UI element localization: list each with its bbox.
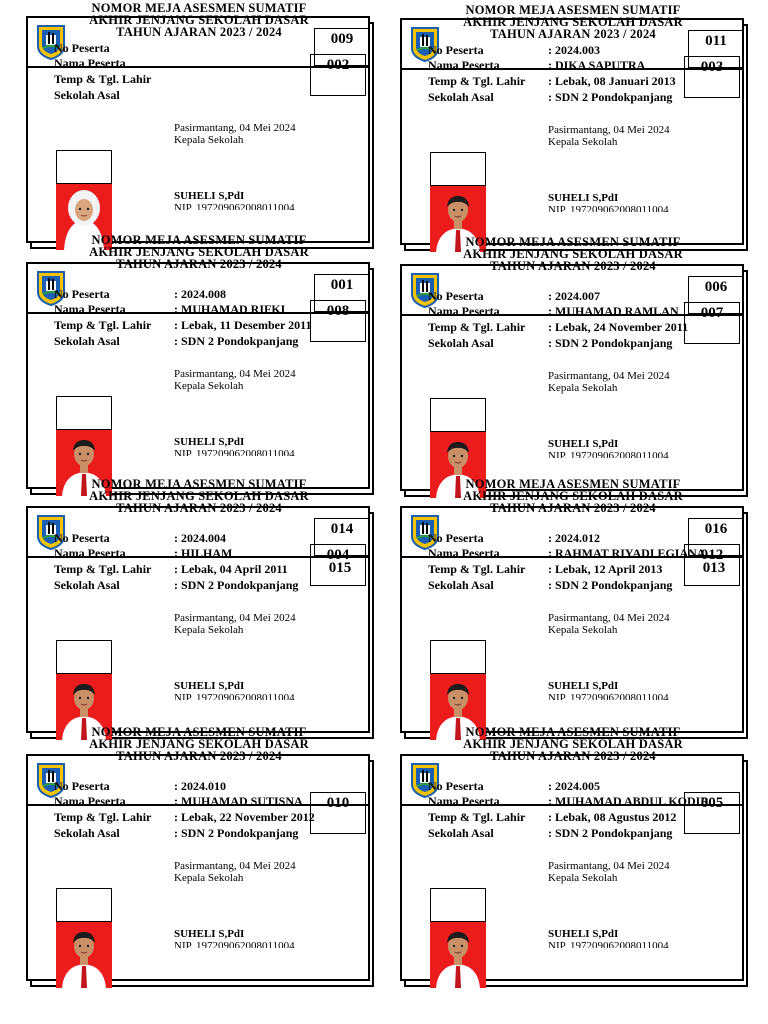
value-sekolah: : SDN 2 Pondokpanjang xyxy=(548,90,673,104)
header-line-1: NOMOR MEJA ASESMEN SUMATIF xyxy=(465,725,681,739)
header-line-1: NOMOR MEJA ASESMEN SUMATIF xyxy=(91,1,307,15)
label-sekolah: Sekolah Asal xyxy=(54,334,120,348)
label-no-peserta: No Peserta xyxy=(54,531,110,545)
header-line-2: AKHIR JENJANG SEKOLAH DASAR xyxy=(463,489,683,503)
place-date: Pasirmantang, 04 Mei 2024 xyxy=(548,612,670,624)
signer-nip: NIP. 197209062008011004 xyxy=(174,203,295,210)
value-sekolah: : SDN 2 Pondokpanjang xyxy=(174,334,299,348)
header-line-2: AKHIR JENJANG SEKOLAH DASAR xyxy=(463,737,683,751)
label-sekolah: Sekolah Asal xyxy=(54,88,120,102)
header-line-1: NOMOR MEJA ASESMEN SUMATIF xyxy=(465,477,681,491)
signer-name: SUHELI S,PdI xyxy=(548,438,619,450)
photo-frame xyxy=(430,640,486,674)
value-no: : 2024.010 xyxy=(174,779,226,793)
label-nama: Nama Peserta xyxy=(54,546,126,560)
role-title: Kepala Sekolah xyxy=(174,380,244,392)
header-line-2: AKHIR JENJANG SEKOLAH DASAR xyxy=(89,245,309,259)
seat-card xyxy=(400,3,746,248)
role-title: Kepala Sekolah xyxy=(548,382,618,394)
seat-card xyxy=(400,477,746,739)
label-no-peserta: No Peserta xyxy=(428,289,484,303)
label-ttl: Temp & Tgl. Lahir xyxy=(54,318,152,332)
label-no-peserta: No Peserta xyxy=(54,287,110,301)
label-ttl: Temp & Tgl. Lahir xyxy=(428,562,526,576)
place-date: Pasirmantang, 04 Mei 2024 xyxy=(174,122,296,134)
header-line-1: NOMOR MEJA ASESMEN SUMATIF xyxy=(91,477,307,491)
value-no: : 2024.005 xyxy=(548,779,600,793)
signer-name: SUHELI S,PdI xyxy=(548,928,619,940)
value-sekolah: : SDN 2 Pondokpanjang xyxy=(174,578,299,592)
role-title: Kepala Sekolah xyxy=(174,872,244,884)
value-ttl: : Lebak, 11 Desember 2011 xyxy=(174,318,312,332)
signer-name: SUHELI S,PdI xyxy=(174,928,245,940)
header-line-3: TAHUN AJARAN 2023 / 2024 xyxy=(116,25,282,39)
role-title: Kepala Sekolah xyxy=(174,134,244,146)
place-date: Pasirmantang, 04 Mei 2024 xyxy=(548,124,670,136)
value-no: : 2024.012 xyxy=(548,531,600,545)
header-line-3: TAHUN AJARAN 2023 / 2024 xyxy=(490,27,656,41)
signer-name: SUHELI S,PdI xyxy=(548,680,619,692)
seat-number-box: 008 xyxy=(310,300,366,342)
header-line-2: AKHIR JENJANG SEKOLAH DASAR xyxy=(89,13,309,27)
value-nama: : DIKA SAPUTRA xyxy=(548,58,646,72)
header-line-1: NOMOR MEJA ASESMEN SUMATIF xyxy=(465,3,681,17)
signer-nip: NIP. 197209062008011004 xyxy=(548,451,669,458)
label-nama: Nama Peserta xyxy=(428,794,500,808)
header-line-1: NOMOR MEJA ASESMEN SUMATIF xyxy=(91,725,307,739)
value-sekolah: : SDN 2 Pondokpanjang xyxy=(548,826,673,840)
value-ttl: : Lebak, 24 November 2011 xyxy=(548,320,689,334)
label-nama: Nama Peserta xyxy=(54,302,126,316)
label-sekolah: Sekolah Asal xyxy=(428,578,494,592)
seat-card xyxy=(26,725,372,984)
photo-frame xyxy=(56,150,112,184)
label-ttl: Temp & Tgl. Lahir xyxy=(428,320,526,334)
role-title: Kepala Sekolah xyxy=(548,872,618,884)
place-date: Pasirmantang, 04 Mei 2024 xyxy=(548,370,670,382)
header-line-1: NOMOR MEJA ASESMEN SUMATIF xyxy=(91,233,307,247)
seat-number-box: 016 xyxy=(688,518,744,556)
signer-nip: NIP. 197209062008011004 xyxy=(548,205,669,212)
label-nama: Nama Peserta xyxy=(428,58,500,72)
seat-number-box: 004 xyxy=(310,544,366,586)
label-no-peserta: No Peserta xyxy=(428,43,484,57)
place-date: Pasirmantang, 04 Mei 2024 xyxy=(548,860,670,872)
photo-frame xyxy=(430,888,486,922)
seat-card xyxy=(26,477,372,739)
value-no: : 2024.003 xyxy=(548,43,600,57)
value-nama: : RAHMAT RIYADI EGIANA xyxy=(548,546,706,560)
seat-number-box: 005 xyxy=(684,792,740,834)
seat-number-box: 014 xyxy=(314,518,370,556)
label-nama: Nama Peserta xyxy=(428,304,500,318)
signer-nip: NIP. 197209062008011004 xyxy=(174,693,295,700)
label-sekolah: Sekolah Asal xyxy=(54,578,120,592)
signer-name: SUHELI S,PdI xyxy=(174,190,245,202)
header-line-1: NOMOR MEJA ASESMEN SUMATIF xyxy=(465,235,681,249)
label-no-peserta: No Peserta xyxy=(428,779,484,793)
header-line-3: TAHUN AJARAN 2023 / 2024 xyxy=(116,501,282,515)
header-line-2: AKHIR JENJANG SEKOLAH DASAR xyxy=(463,15,683,29)
value-ttl: : Lebak, 04 April 2011 xyxy=(174,562,288,576)
signer-name: SUHELI S,PdI xyxy=(548,192,619,204)
header-line-2: AKHIR JENJANG SEKOLAH DASAR xyxy=(89,489,309,503)
value-ttl: : Lebak, 08 Januari 2013 xyxy=(548,74,676,88)
label-sekolah: Sekolah Asal xyxy=(428,90,494,104)
seat-number-box: 009 xyxy=(314,28,370,66)
value-ttl: : Lebak, 22 November 2012 xyxy=(174,810,315,824)
seat-number-box: 011 xyxy=(688,30,744,68)
seat-card xyxy=(400,235,746,494)
photo-frame xyxy=(430,398,486,432)
label-no-peserta: No Peserta xyxy=(54,779,110,793)
signer-nip: NIP. 197209062008011004 xyxy=(174,941,295,948)
header-line-3: TAHUN AJARAN 2023 / 2024 xyxy=(116,749,282,763)
label-sekolah: Sekolah Asal xyxy=(428,826,494,840)
role-title: Kepala Sekolah xyxy=(174,624,244,636)
signer-name: SUHELI S,PdI xyxy=(174,680,245,692)
value-nama: : MUHAMAD ABDUL KODIR xyxy=(548,794,709,808)
label-nama: Nama Peserta xyxy=(54,56,126,70)
label-sekolah: Sekolah Asal xyxy=(54,826,120,840)
student-portrait-icon xyxy=(56,922,112,988)
value-ttl: : Lebak, 12 April 2013 xyxy=(548,562,663,576)
photo-frame xyxy=(56,396,112,430)
value-nama: : MUHAMAD RAMLAN xyxy=(548,304,679,318)
value-sekolah: : SDN 2 Pondokpanjang xyxy=(548,578,673,592)
photo-frame xyxy=(56,888,112,922)
signer-name: SUHELI S,PdI xyxy=(174,436,245,448)
student-portrait-icon xyxy=(430,922,486,988)
student-photo xyxy=(430,888,486,988)
seat-number-box: 007 xyxy=(684,302,740,344)
label-no-peserta: No Peserta xyxy=(54,41,110,55)
label-ttl: Temp & Tgl. Lahir xyxy=(428,74,526,88)
value-sekolah: : SDN 2 Pondokpanjang xyxy=(174,826,299,840)
seat-card xyxy=(400,725,746,984)
header-line-3: TAHUN AJARAN 2023 / 2024 xyxy=(490,259,656,273)
place-date: Pasirmantang, 04 Mei 2024 xyxy=(174,612,296,624)
header-line-3: TAHUN AJARAN 2023 / 2024 xyxy=(490,749,656,763)
signer-nip: NIP. 197209062008011004 xyxy=(548,693,669,700)
place-date: Pasirmantang, 04 Mei 2024 xyxy=(174,860,296,872)
label-nama: Nama Peserta xyxy=(54,794,126,808)
label-ttl: Temp & Tgl. Lahir xyxy=(54,562,152,576)
label-ttl: Temp & Tgl. Lahir xyxy=(54,72,152,86)
label-ttl: Temp & Tgl. Lahir xyxy=(54,810,152,824)
header-line-3: TAHUN AJARAN 2023 / 2024 xyxy=(116,257,282,271)
label-sekolah: Sekolah Asal xyxy=(428,336,494,350)
seat-number-box: 012 xyxy=(684,544,740,586)
value-nama: : HILHAM xyxy=(174,546,233,560)
value-nama: : MUHAMAD RIFKI xyxy=(174,302,286,316)
value-no: : 2024.004 xyxy=(174,531,226,545)
seat-number-box: 006 xyxy=(688,276,744,314)
label-ttl: Temp & Tgl. Lahir xyxy=(428,810,526,824)
seat-number-box: 002 xyxy=(310,54,366,96)
seat-number-box: 001 xyxy=(314,274,370,312)
seat-number-box: 015 xyxy=(328,560,352,576)
seat-card xyxy=(26,1,372,246)
seat-card xyxy=(26,233,372,492)
student-photo xyxy=(56,888,112,988)
value-no: : 2024.007 xyxy=(548,289,600,303)
label-nama: Nama Peserta xyxy=(428,546,500,560)
value-sekolah: : SDN 2 Pondokpanjang xyxy=(548,336,673,350)
role-title: Kepala Sekolah xyxy=(548,136,618,148)
value-ttl: : Lebak, 08 Agustus 2012 xyxy=(548,810,677,824)
photo-frame xyxy=(430,152,486,186)
header-line-3: TAHUN AJARAN 2023 / 2024 xyxy=(490,501,656,515)
seat-number-box: 003 xyxy=(684,56,740,98)
value-no: : 2024.008 xyxy=(174,287,226,301)
role-title: Kepala Sekolah xyxy=(548,624,618,636)
place-date: Pasirmantang, 04 Mei 2024 xyxy=(174,368,296,380)
signer-nip: NIP. 197209062008011004 xyxy=(174,449,295,456)
seat-number-box: 010 xyxy=(310,792,366,834)
value-nama: : MUHAMAD SUTISNA xyxy=(174,794,303,808)
signer-nip: NIP. 197209062008011004 xyxy=(548,941,669,948)
header-line-2: AKHIR JENJANG SEKOLAH DASAR xyxy=(463,247,683,261)
label-no-peserta: No Peserta xyxy=(428,531,484,545)
seat-number-box: 013 xyxy=(702,560,726,576)
photo-frame xyxy=(56,640,112,674)
header-line-2: AKHIR JENJANG SEKOLAH DASAR xyxy=(89,737,309,751)
